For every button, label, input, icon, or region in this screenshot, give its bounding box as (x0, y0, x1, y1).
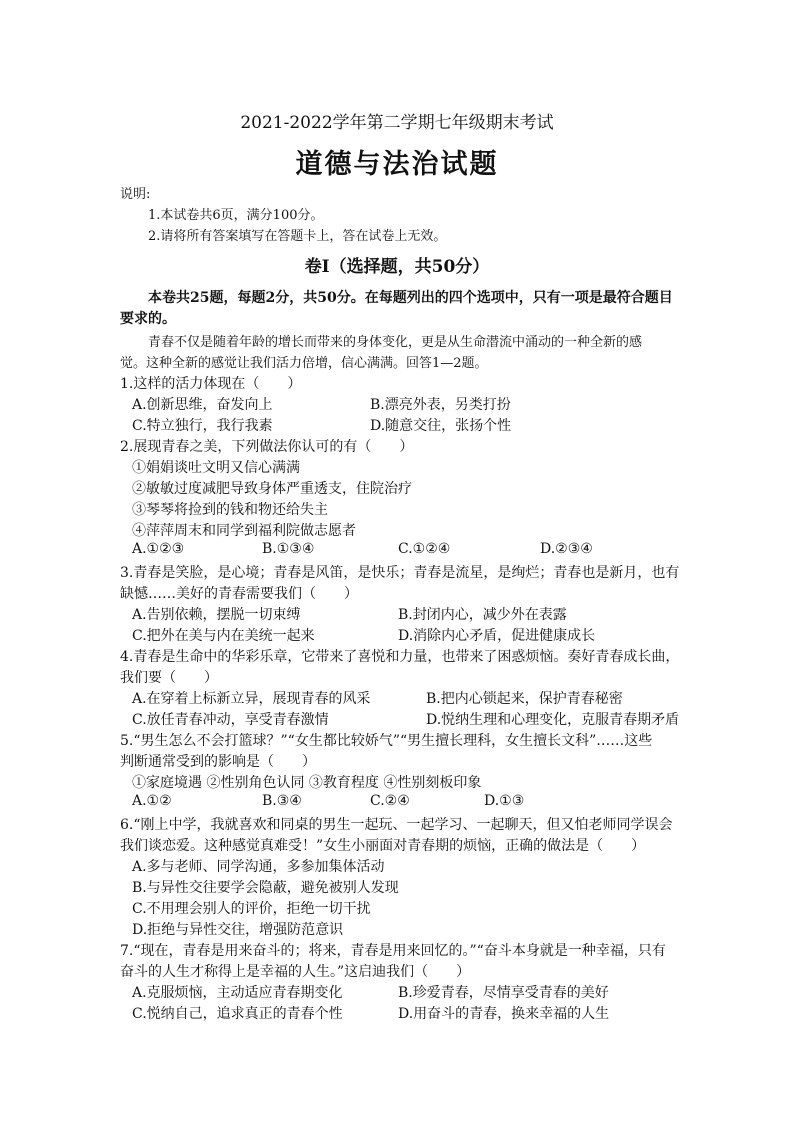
question-stem: 4.青春是生命中的华彩乐章，它带来了喜悦和力量，也带来了困惑烦恼。奏好青春成长曲， (120, 649, 680, 665)
option-b: B.③④ (262, 793, 302, 809)
option-a: A.克服烦恼，主动适应青春期变化 (132, 985, 343, 1001)
option-d: D.消除内心矛盾，促进健康成长 (398, 628, 596, 644)
option-c: C.特立独行，我行我素 (132, 418, 273, 434)
option-c: C.①②④ (398, 541, 451, 557)
option-c: C.悦纳自己，追求真正的青春个性 (132, 1006, 343, 1022)
question-stem: 奋斗的人生才称得上是幸福的人生。”这启迪我们（ ） (120, 964, 471, 980)
option-d: D.用奋斗的青春，换来幸福的人生 (398, 1006, 610, 1022)
option-d: D.悦纳生理和心理变化，克服青春期矛盾 (426, 712, 680, 728)
question-stem: 2.展现青春之美，下列做法你认可的有（ ） (120, 439, 414, 455)
option-a: A.创新思维，奋发向上 (132, 397, 273, 413)
question-stem: 我们谈恋爱。这种感觉真难受！”女生小丽面对青春期的烦恼，正确的做法是（ ） (120, 838, 646, 854)
question-stem: 1.这样的活力体现在（ ） (120, 376, 302, 392)
option-d: D.随意交往，张扬个性 (370, 418, 512, 434)
statement-item: ④萍萍周末和同学到福利院做志愿者 (132, 523, 356, 539)
option-c: C.把外在美与内在美统一起来 (132, 628, 315, 644)
statement-item: ②敏敏过度减肥导致身体严重透支，住院治疗 (132, 481, 412, 497)
question-stem: 6.“刚上中学，我就喜欢和同桌的男生一起玩、一起学习、一起聊天，但又怕老师同学误会 (120, 817, 673, 833)
option-a: A.①②③ (132, 541, 185, 557)
option-b: B.封闭内心，减少外在表露 (398, 607, 567, 623)
option-b: B.把内心锁起来，保护青春秘密 (426, 691, 623, 707)
statement-item: ①娟娟谈吐文明又信心满满 (132, 460, 300, 476)
option-b: B.漂亮外表，另类打扮 (370, 397, 511, 413)
subject-title: 道德与法治试题 (295, 149, 499, 180)
question-stem: 我们要（ ） (120, 670, 218, 686)
option-d: D.拒绝与异性交往，增强防范意识 (132, 922, 344, 938)
section-intro-line: 要求的。 (120, 311, 176, 327)
passage-line: 青春不仅是随着年龄的增长而带来的身体变化，更是从生命潜流中涌动的一种全新的感 (148, 335, 643, 350)
option-b: B.珍爱青春，尽情享受青春的美好 (398, 985, 609, 1001)
note-item: 1.本试卷共6页，满分100分。 (148, 208, 324, 223)
note-item: 2.请将所有答案填写在答题卡上，答在试卷上无效。 (148, 229, 447, 244)
question-stem: 5.“男生怎么不会打篮球？”“女生都比较娇气”“男生擅长理科，女生擅长文科”……这些 (120, 733, 653, 749)
option-a: A.在穿着上标新立异，展现青春的风采 (132, 691, 371, 707)
option-a: A.告别依赖，摆脱一切束缚 (132, 607, 301, 623)
option-c: C.放任青春冲动，享受青春激情 (132, 712, 329, 728)
section-intro-line: 本卷共25题，每题2分，共50分。在每题列出的四个选项中，只有一项是最符合题目 (148, 290, 673, 306)
option-b: B.①③④ (262, 541, 315, 557)
question-stem: 缺憾……美好的青春需要我们（ ） (120, 586, 358, 602)
question-stem: 判断通常受到的影响是（ ） (120, 754, 316, 770)
statement-item: ③琴琴将捡到的钱和物还给失主 (132, 502, 328, 518)
passage-line: 觉。这种全新的感觉让我们活力倍增，信心满满。回答1—2题。 (120, 356, 488, 371)
option-d: D.②③④ (540, 541, 593, 557)
question-stem: 7.“现在，青春是用来奋斗的；将来，青春是用来回忆的。”“奋斗本身就是一种幸福，只有 (120, 943, 666, 959)
notes-label: 说明: (120, 187, 151, 202)
option-b: B.与异性交往要学会隐蔽，避免被别人发现 (132, 880, 399, 896)
option-a: A.①② (132, 793, 172, 809)
statement-options-line: ①家庭境遇 ②性别角色认同 ③教育程度 ④性别刻板印象 (132, 775, 482, 791)
option-c: C.不用理会别人的评价，拒绝一切干扰 (132, 901, 371, 917)
option-d: D.①③ (484, 793, 525, 809)
section-title: 卷Ⅰ（选择题，共50分） (304, 257, 490, 277)
option-a: A.多与老师、同学沟通，多参加集体活动 (132, 859, 385, 875)
option-c: C.②④ (370, 793, 410, 809)
question-stem: 3.青春是笑脸，是心境；青春是风笛，是快乐；青春是流星，是绚烂；青春也是新月，也有 (120, 565, 680, 581)
exam-title: 2021-2022学年第二学期七年级期末考试 (240, 113, 554, 133)
